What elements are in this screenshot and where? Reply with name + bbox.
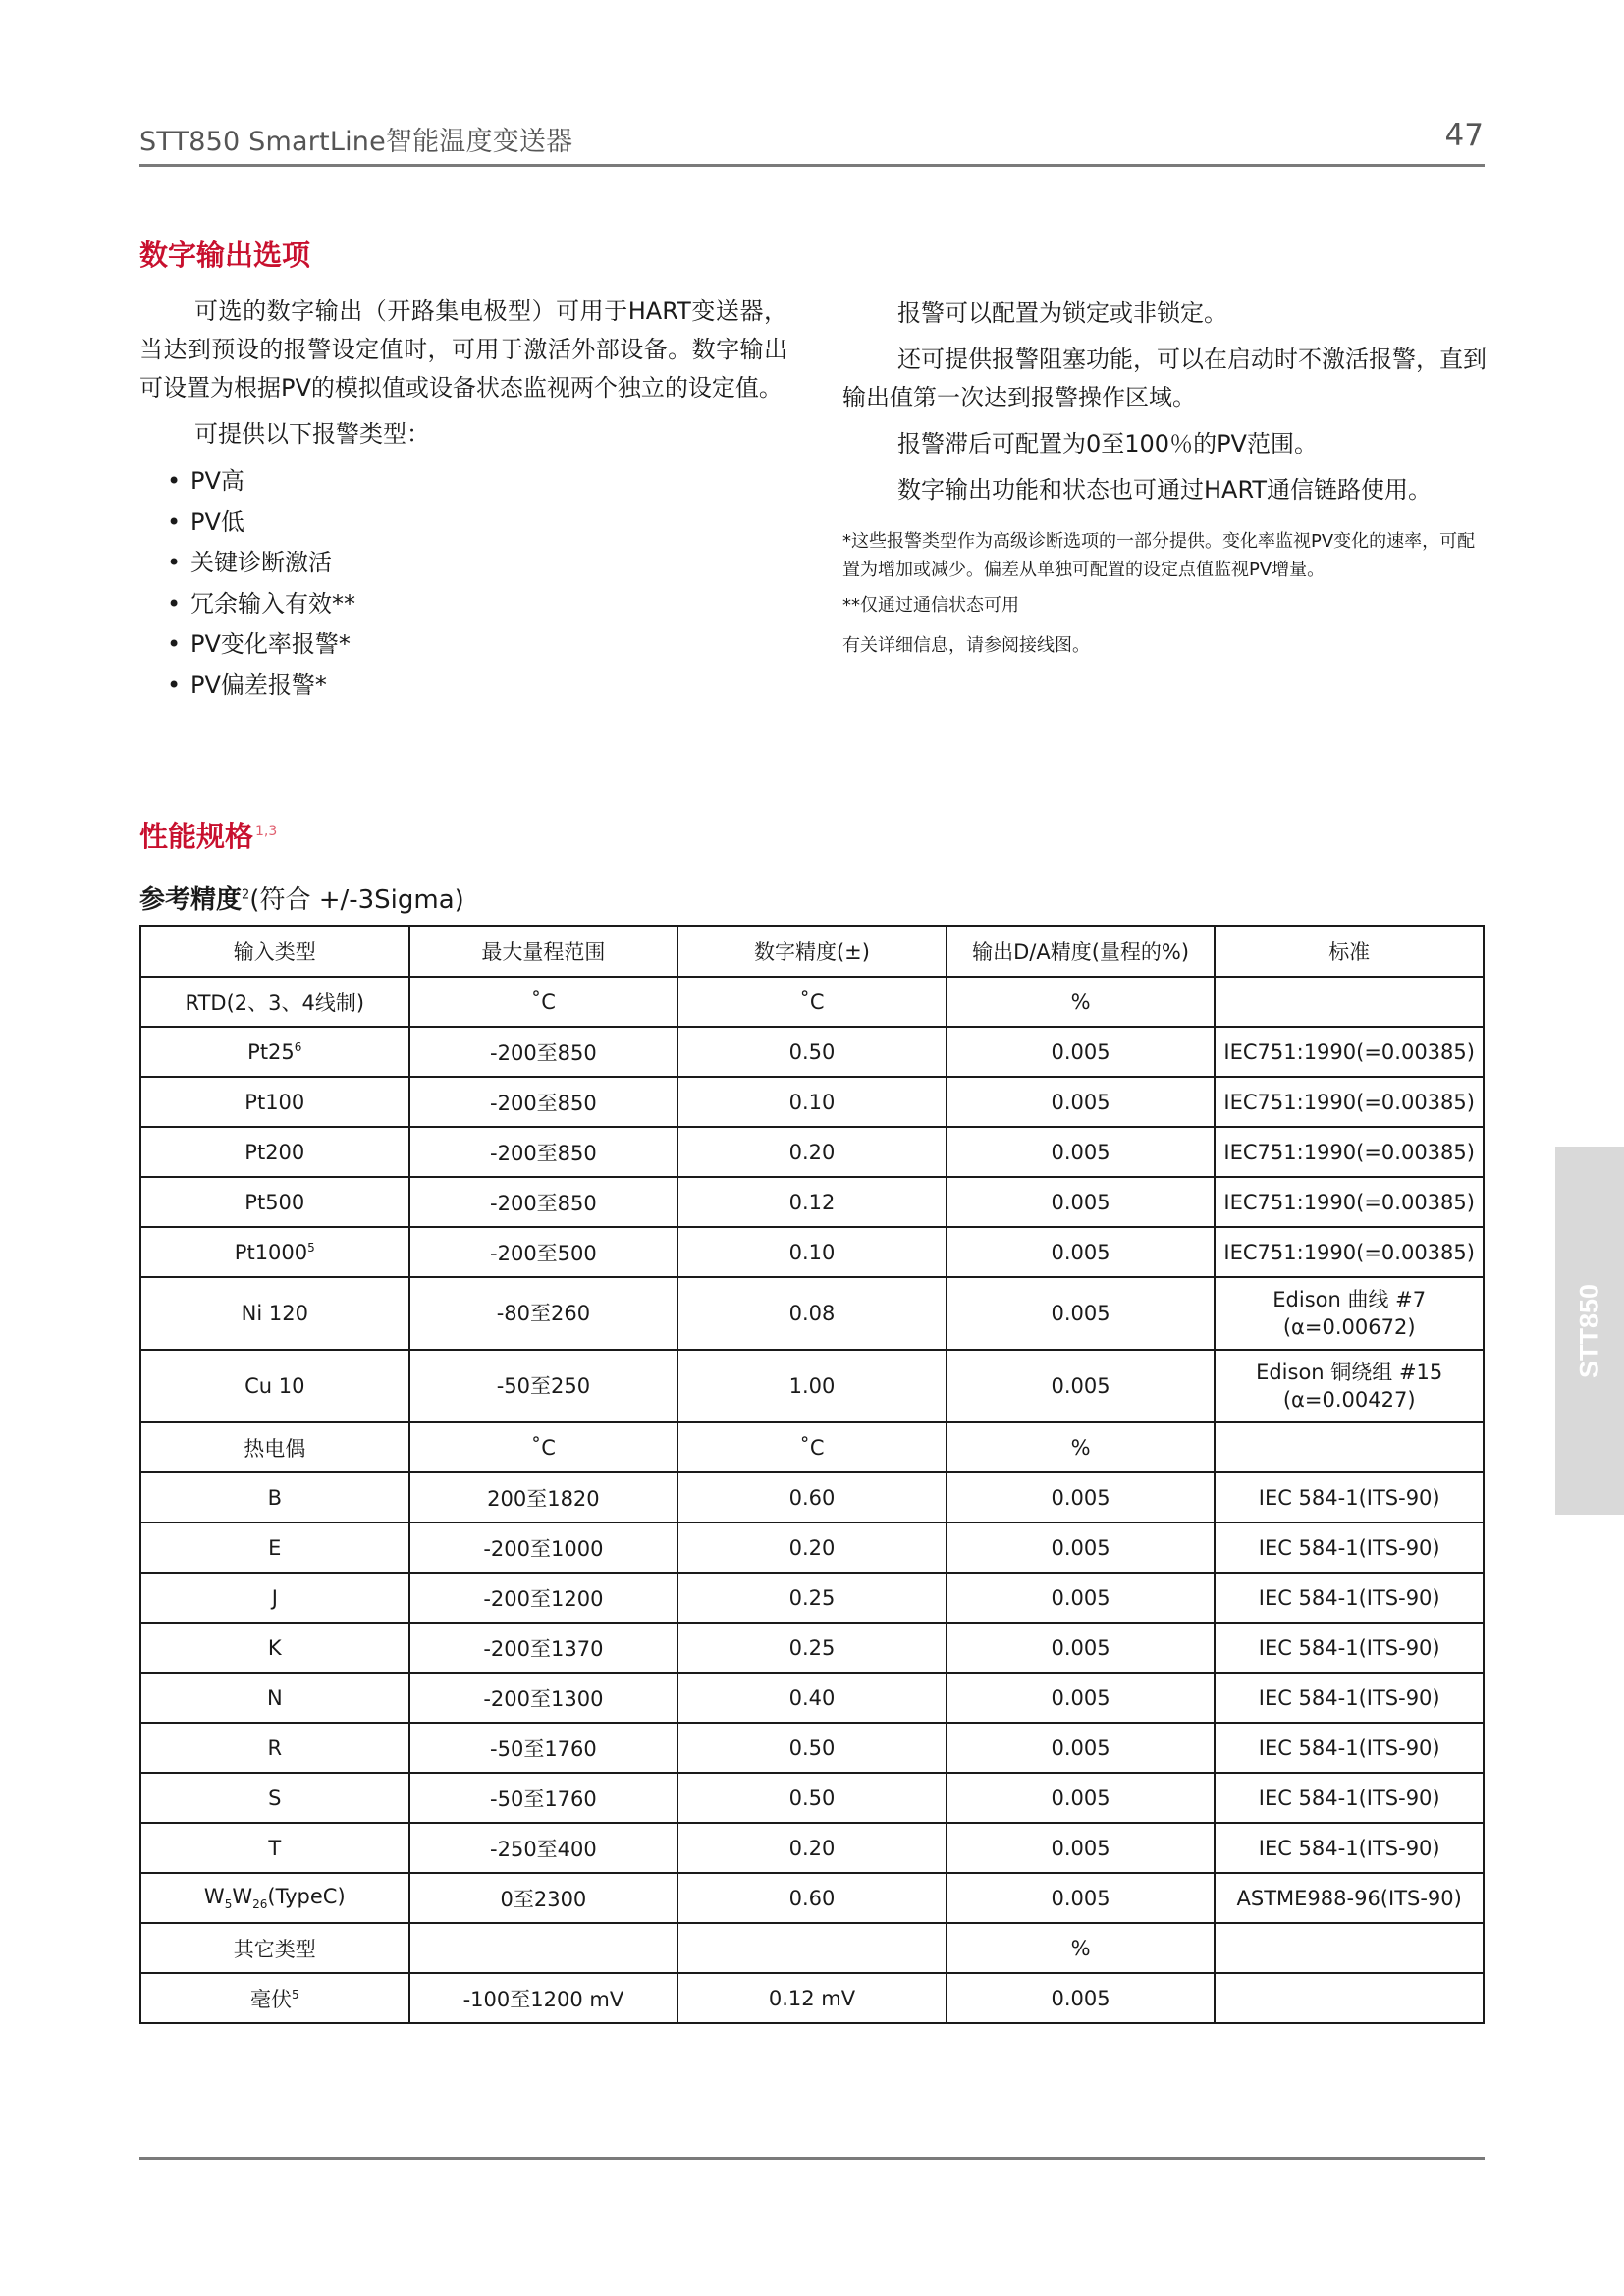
da-accuracy-cell bbox=[947, 1177, 1216, 1227]
reference-accuracy-heading bbox=[139, 880, 464, 916]
side-tab-label: STT850 bbox=[1574, 1283, 1604, 1378]
cell-text: IEC 584-1(ITS-90) bbox=[1258, 1585, 1440, 1610]
cell-text: -80至260 bbox=[496, 1302, 591, 1325]
range-cell bbox=[409, 1350, 678, 1422]
cell-text-part: W bbox=[203, 1884, 225, 1908]
digital-accuracy-cell bbox=[677, 1873, 947, 1923]
cell-text: -200至850 bbox=[490, 1191, 597, 1215]
cell-text: 0.12 mV bbox=[768, 1986, 856, 2010]
standard-cell bbox=[1215, 1623, 1484, 1673]
cell-text: IEC 584-1(ITS-90) bbox=[1258, 1535, 1440, 1560]
cell-text: Pt25 bbox=[247, 1040, 295, 1064]
standard-cell bbox=[1215, 977, 1484, 1027]
cell-text: 0.10 bbox=[788, 1090, 836, 1114]
column-header: 输出D/A精度(量程的%) bbox=[947, 926, 1216, 977]
cell-text: 0.20 bbox=[788, 1836, 836, 1860]
subheading-text: 参考精度 bbox=[139, 885, 243, 915]
cell-text: 0.005 bbox=[1051, 1374, 1110, 1398]
input-type-cell bbox=[140, 1077, 409, 1127]
da-accuracy-cell bbox=[947, 1623, 1216, 1673]
cell-text: Cu 10 bbox=[244, 1374, 305, 1398]
standard-cell bbox=[1215, 1973, 1484, 2023]
cell-text: IEC 584-1(ITS-90) bbox=[1258, 1735, 1440, 1760]
cell-text: -250至400 bbox=[490, 1837, 597, 1861]
digital-output-right-column bbox=[842, 294, 1487, 667]
input-type-cell bbox=[140, 1522, 409, 1573]
standard-cell bbox=[1215, 1127, 1484, 1177]
da-accuracy-cell bbox=[947, 1227, 1216, 1277]
reference-accuracy-table bbox=[139, 925, 1485, 2024]
cell-text: 0.005 bbox=[1051, 1535, 1110, 1560]
cell-text: -200至850 bbox=[490, 1141, 597, 1165]
da-accuracy-cell bbox=[947, 1723, 1216, 1773]
digital-accuracy-cell bbox=[677, 1773, 947, 1823]
standard-cell bbox=[1215, 1873, 1484, 1923]
table-row bbox=[140, 1973, 1484, 2023]
range-cell bbox=[409, 977, 678, 1027]
standard-cell bbox=[1215, 1422, 1484, 1472]
da-accuracy-cell bbox=[947, 1573, 1216, 1623]
da-accuracy-cell bbox=[947, 1127, 1216, 1177]
cell-text: K bbox=[267, 1635, 282, 1660]
table-row bbox=[140, 1177, 1484, 1227]
column-header: 最大量程范围 bbox=[409, 926, 678, 977]
input-type-cell bbox=[140, 1923, 409, 1973]
table-row bbox=[140, 1077, 1484, 1127]
input-type-cell bbox=[140, 1227, 409, 1277]
cell-text-part: 26 bbox=[252, 1897, 268, 1912]
digital-accuracy-cell bbox=[677, 1277, 947, 1350]
da-accuracy-cell bbox=[947, 1823, 1216, 1873]
list-item: • 冗余输入有效** bbox=[190, 584, 787, 625]
digital-output-left-column bbox=[139, 293, 787, 706]
cell-text: IEC751:1990(=0.00385) bbox=[1223, 1040, 1475, 1064]
page-number: 47 bbox=[1444, 118, 1484, 153]
subheading-footnote: 2 bbox=[242, 887, 250, 903]
da-accuracy-cell bbox=[947, 1027, 1216, 1077]
cell-text: 0.50 bbox=[788, 1040, 836, 1064]
header-rule bbox=[139, 164, 1485, 167]
range-cell bbox=[409, 1723, 678, 1773]
range-cell bbox=[409, 1472, 678, 1522]
list-item: • PV偏差报警* bbox=[190, 666, 787, 707]
cell-text: Edison 铜绕组 #15 bbox=[1256, 1361, 1443, 1384]
digital-accuracy-cell bbox=[677, 1127, 947, 1177]
cell-text: 0.005 bbox=[1051, 1886, 1110, 1910]
range-cell bbox=[409, 1673, 678, 1723]
input-type-cell bbox=[140, 977, 409, 1027]
cell-text: 0.005 bbox=[1051, 1190, 1110, 1214]
input-type-cell bbox=[140, 1673, 409, 1723]
cell-text: 0.005 bbox=[1051, 1735, 1110, 1760]
digital-accuracy-cell bbox=[677, 1623, 947, 1673]
cell-text: IEC 584-1(ITS-90) bbox=[1258, 1685, 1440, 1710]
cell-text-part: 5 bbox=[224, 1897, 233, 1912]
cell-text: Pt500 bbox=[244, 1190, 305, 1214]
input-type-cell bbox=[140, 1472, 409, 1522]
standard-cell bbox=[1215, 1277, 1484, 1350]
cell-text: % bbox=[1070, 989, 1091, 1014]
da-accuracy-cell bbox=[947, 1773, 1216, 1823]
performance-heading-footnote: 1,3 bbox=[255, 824, 278, 840]
da-accuracy-cell bbox=[947, 1277, 1216, 1350]
cell-text: 0.005 bbox=[1051, 1302, 1110, 1325]
cell-text: -50至1760 bbox=[490, 1787, 597, 1811]
cell-text: 0.005 bbox=[1051, 1635, 1110, 1660]
cell-text: % bbox=[1070, 1435, 1091, 1460]
standard-cell bbox=[1215, 1077, 1484, 1127]
table-row bbox=[140, 1673, 1484, 1723]
range-cell bbox=[409, 1027, 678, 1077]
cell-text: IEC 584-1(ITS-90) bbox=[1258, 1485, 1440, 1510]
header-title: STT850 SmartLine智能温度变送器 bbox=[139, 127, 573, 157]
table-row bbox=[140, 977, 1484, 1027]
da-accuracy-cell bbox=[947, 1472, 1216, 1522]
digital-accuracy-cell bbox=[677, 1027, 947, 1077]
cell-text: 0.40 bbox=[788, 1685, 836, 1710]
cell-text: IEC751:1990(=0.00385) bbox=[1223, 1140, 1475, 1164]
section-heading-performance bbox=[139, 815, 277, 855]
cell-text: 0.08 bbox=[788, 1302, 836, 1325]
cell-text: ASTME988-96(ITS-90) bbox=[1236, 1886, 1462, 1910]
cell-text: 0.005 bbox=[1051, 1040, 1110, 1064]
range-cell bbox=[409, 1823, 678, 1873]
cell-text: Pt1000 bbox=[234, 1240, 308, 1264]
digital-accuracy-cell bbox=[677, 1823, 947, 1873]
cell-text: 0.005 bbox=[1051, 1786, 1110, 1810]
standard-cell bbox=[1215, 1723, 1484, 1773]
cell-text: -200至850 bbox=[490, 1041, 597, 1065]
cell-text: 毫伏 bbox=[249, 1987, 292, 2011]
cell-text: 热电偶 bbox=[244, 1436, 306, 1461]
cell-text: 0.25 bbox=[788, 1635, 836, 1660]
standard-cell bbox=[1215, 1027, 1484, 1077]
digital-accuracy-cell bbox=[677, 1077, 947, 1127]
cell-text: ˚C bbox=[530, 1435, 556, 1460]
cell-text: T bbox=[268, 1836, 282, 1860]
cell-text: N bbox=[266, 1685, 283, 1710]
input-type-cell bbox=[140, 1773, 409, 1823]
input-type-cell bbox=[140, 1177, 409, 1227]
input-type-cell bbox=[140, 1973, 409, 2023]
cell-text: 0.12 bbox=[788, 1190, 836, 1214]
standard-cell bbox=[1215, 1522, 1484, 1573]
standard-cell bbox=[1215, 1573, 1484, 1623]
digital-accuracy-cell bbox=[677, 1422, 947, 1472]
table-row bbox=[140, 1623, 1484, 1673]
cell-text: 0.60 bbox=[788, 1886, 836, 1910]
range-cell bbox=[409, 1177, 678, 1227]
paragraph: 报警可以配置为锁定或非锁定。 bbox=[897, 299, 1227, 327]
section-heading-digital-output: 数字输出选项 bbox=[139, 239, 311, 272]
range-cell bbox=[409, 1923, 678, 1973]
cell-text: -50至1760 bbox=[490, 1736, 597, 1761]
input-type-cell bbox=[140, 1027, 409, 1077]
da-accuracy-cell bbox=[947, 1350, 1216, 1422]
footnote: *这些报警类型作为高级诊断选项的一部分提供。变化率监视PV变化的速率，可配置为增加或减少。偏差从单独可配置的设定点值监视PV增量。 bbox=[842, 531, 1476, 580]
standard-cell bbox=[1215, 1472, 1484, 1522]
alarm-types-intro: 可提供以下报警类型： bbox=[194, 420, 430, 448]
cell-text: Pt100 bbox=[244, 1090, 305, 1114]
da-accuracy-cell bbox=[947, 1077, 1216, 1127]
cell-text: 0.005 bbox=[1051, 1090, 1110, 1114]
da-accuracy-cell bbox=[947, 1923, 1216, 1973]
table-row bbox=[140, 1227, 1484, 1277]
cell-text: IEC 584-1(ITS-90) bbox=[1258, 1786, 1440, 1810]
side-tab bbox=[1555, 1147, 1624, 1515]
range-cell bbox=[409, 1873, 678, 1923]
digital-accuracy-cell bbox=[677, 1673, 947, 1723]
list-item: • PV高 bbox=[190, 461, 787, 503]
cell-text: 0.005 bbox=[1051, 1685, 1110, 1710]
range-cell bbox=[409, 1227, 678, 1277]
cell-text: S bbox=[268, 1786, 282, 1810]
cell-footnote: 5 bbox=[291, 1987, 299, 2002]
input-type-cell bbox=[140, 1127, 409, 1177]
cell-text: R bbox=[267, 1735, 283, 1760]
footnotes bbox=[842, 527, 1487, 660]
range-cell bbox=[409, 1973, 678, 2023]
column-header: 数字精度(±) bbox=[677, 926, 947, 977]
alarm-type-list bbox=[139, 461, 787, 706]
cell-text: RTD(2、3、4线制) bbox=[185, 990, 365, 1015]
table-row bbox=[140, 1472, 1484, 1522]
da-accuracy-cell bbox=[947, 1522, 1216, 1573]
cell-text: 0.50 bbox=[788, 1735, 836, 1760]
cell-text: 0.10 bbox=[788, 1240, 836, 1264]
cell-text: J bbox=[271, 1585, 278, 1610]
cell-text-line2: (α=0.00672) bbox=[1282, 1315, 1416, 1339]
column-header: 标准 bbox=[1215, 926, 1484, 977]
cell-text: -200至1200 bbox=[483, 1586, 604, 1611]
range-cell bbox=[409, 1773, 678, 1823]
cell-text: ˚C bbox=[799, 1435, 825, 1460]
cell-text: 0.50 bbox=[788, 1786, 836, 1810]
cell-text: % bbox=[1070, 1936, 1091, 1960]
input-type-cell bbox=[140, 1823, 409, 1873]
range-cell bbox=[409, 1623, 678, 1673]
cell-text: Ni 120 bbox=[241, 1302, 308, 1325]
da-accuracy-cell bbox=[947, 1973, 1216, 2023]
input-type-cell bbox=[140, 1422, 409, 1472]
cell-text: 0.25 bbox=[788, 1585, 836, 1610]
cell-text: E bbox=[268, 1535, 282, 1560]
cell-text: 0.005 bbox=[1051, 1986, 1110, 2010]
table-row bbox=[140, 1923, 1484, 1973]
table-header-row bbox=[140, 926, 1484, 977]
cell-text: 0.005 bbox=[1051, 1140, 1110, 1164]
cell-text: Edison 曲线 #7 bbox=[1272, 1288, 1427, 1311]
table-row bbox=[140, 1723, 1484, 1773]
table-row bbox=[140, 1823, 1484, 1873]
digital-accuracy-cell bbox=[677, 1177, 947, 1227]
cell-text-part: W bbox=[232, 1884, 253, 1908]
cell-text: 0.005 bbox=[1051, 1240, 1110, 1264]
da-accuracy-cell bbox=[947, 1873, 1216, 1923]
range-cell bbox=[409, 1573, 678, 1623]
standard-cell bbox=[1215, 1823, 1484, 1873]
cell-text: IEC751:1990(=0.00385) bbox=[1223, 1190, 1475, 1214]
cell-text: 200至1820 bbox=[487, 1486, 600, 1511]
standard-cell bbox=[1215, 1227, 1484, 1277]
digital-accuracy-cell bbox=[677, 1472, 947, 1522]
cell-text: Pt200 bbox=[244, 1140, 305, 1164]
range-cell bbox=[409, 1522, 678, 1573]
table-row bbox=[140, 1422, 1484, 1472]
table-row bbox=[140, 1522, 1484, 1573]
cell-text: -200至500 bbox=[490, 1241, 597, 1265]
cell-text: -200至1300 bbox=[483, 1686, 604, 1711]
digital-accuracy-cell bbox=[677, 1973, 947, 2023]
input-type-cell bbox=[140, 1277, 409, 1350]
standard-cell bbox=[1215, 1350, 1484, 1422]
cell-text: 0.60 bbox=[788, 1485, 836, 1510]
cell-text: 0.005 bbox=[1051, 1485, 1110, 1510]
subheading-rest: (符合 +/-3Sigma) bbox=[249, 885, 464, 915]
standard-cell bbox=[1215, 1177, 1484, 1227]
digital-accuracy-cell bbox=[677, 1350, 947, 1422]
list-item: • 关键诊断激活 bbox=[190, 543, 787, 584]
cell-footnote: 5 bbox=[307, 1240, 315, 1255]
range-cell bbox=[409, 1127, 678, 1177]
standard-cell bbox=[1215, 1923, 1484, 1973]
table-row bbox=[140, 1127, 1484, 1177]
cell-text: 其它类型 bbox=[233, 1937, 316, 1961]
list-item: • PV低 bbox=[190, 503, 787, 544]
column-header: 输入类型 bbox=[140, 926, 409, 977]
input-type-cell bbox=[140, 1723, 409, 1773]
cell-text: IEC 584-1(ITS-90) bbox=[1258, 1635, 1440, 1660]
footer-rule bbox=[139, 2157, 1485, 2160]
input-type-cell bbox=[140, 1873, 409, 1923]
cell-text: IEC751:1990(=0.00385) bbox=[1223, 1090, 1475, 1114]
cell-text: IEC 584-1(ITS-90) bbox=[1258, 1836, 1440, 1860]
cell-text-part: (TypeC) bbox=[267, 1884, 346, 1908]
cell-text: 0.005 bbox=[1051, 1585, 1110, 1610]
da-accuracy-cell bbox=[947, 977, 1216, 1027]
range-cell bbox=[409, 1077, 678, 1127]
paragraph: 还可提供报警阻塞功能，可以在启动时不激活报警，直到输出值第一次达到报警操作区域。 bbox=[842, 346, 1487, 411]
digital-accuracy-cell bbox=[677, 1723, 947, 1773]
digital-output-description: 可选的数字输出（开路集电极型）可用于HART变送器，当达到预设的报警设定值时，可用于激活外部设备。数字输出可设置为根据PV的模拟值或设备状态监视两个独立的设定值。 bbox=[139, 297, 787, 401]
input-type-cell bbox=[140, 1573, 409, 1623]
list-item: • PV变化率报警* bbox=[190, 624, 787, 666]
digital-accuracy-cell bbox=[677, 1573, 947, 1623]
cell-text: -200至850 bbox=[490, 1091, 597, 1115]
cell-text: ˚C bbox=[799, 989, 825, 1014]
paragraph: 数字输出功能和状态也可通过HART通信链路使用。 bbox=[897, 476, 1433, 504]
range-cell bbox=[409, 1422, 678, 1472]
cell-text: -100至1200 mV bbox=[462, 1987, 624, 2011]
cell-footnote: 6 bbox=[294, 1040, 302, 1054]
table-row bbox=[140, 1350, 1484, 1422]
cell-text: 0.20 bbox=[788, 1535, 836, 1560]
cell-text: -200至1370 bbox=[483, 1636, 604, 1661]
cell-text: IEC751:1990(=0.00385) bbox=[1223, 1240, 1475, 1264]
standard-cell bbox=[1215, 1773, 1484, 1823]
cell-text: 1.00 bbox=[788, 1374, 836, 1398]
cell-text: -50至250 bbox=[496, 1374, 591, 1398]
cell-text: -200至1000 bbox=[483, 1536, 604, 1561]
cell-text-line2: (α=0.00427) bbox=[1282, 1388, 1416, 1412]
standard-cell bbox=[1215, 1673, 1484, 1723]
footnote: **仅通过通信状态可用 bbox=[842, 595, 1019, 615]
paragraph: 报警滞后可配置为0至100％的PV范围。 bbox=[897, 430, 1318, 457]
cell-text: 0.20 bbox=[788, 1140, 836, 1164]
da-accuracy-cell bbox=[947, 1422, 1216, 1472]
input-type-cell bbox=[140, 1623, 409, 1673]
da-accuracy-cell bbox=[947, 1673, 1216, 1723]
digital-accuracy-cell bbox=[677, 977, 947, 1027]
table-row bbox=[140, 1773, 1484, 1823]
cell-text: ˚C bbox=[530, 989, 556, 1014]
table-row bbox=[140, 1027, 1484, 1077]
table-body bbox=[140, 977, 1484, 2023]
input-type-cell bbox=[140, 1350, 409, 1422]
table-row bbox=[140, 1573, 1484, 1623]
performance-heading-text: 性能规格 bbox=[139, 820, 254, 853]
footnote: 有关详细信息，请参阅接线图。 bbox=[842, 635, 1090, 656]
table-row bbox=[140, 1873, 1484, 1923]
digital-accuracy-cell bbox=[677, 1522, 947, 1573]
range-cell bbox=[409, 1277, 678, 1350]
digital-accuracy-cell bbox=[677, 1923, 947, 1973]
table-row bbox=[140, 1277, 1484, 1350]
cell-text: 0.005 bbox=[1051, 1836, 1110, 1860]
cell-text: 0至2300 bbox=[500, 1887, 587, 1911]
digital-accuracy-cell bbox=[677, 1227, 947, 1277]
cell-text: B bbox=[267, 1485, 282, 1510]
